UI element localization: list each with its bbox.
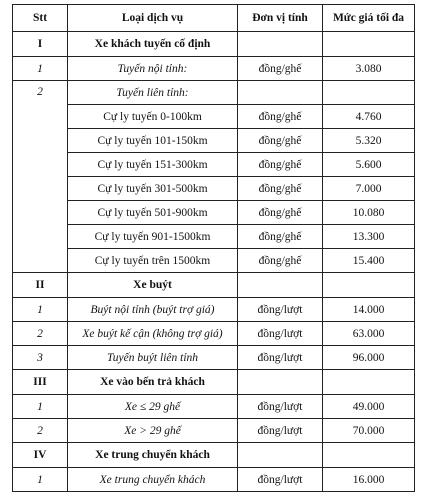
row-price: 96.000 — [323, 346, 415, 370]
table-row — [13, 322, 415, 346]
table-row — [13, 225, 415, 249]
table-row — [13, 105, 415, 129]
row-stt: 2 — [13, 322, 68, 346]
row-price: 5.600 — [323, 153, 415, 177]
row-price: 5.320 — [323, 129, 415, 153]
row-unit: đồng/lượt — [238, 322, 323, 346]
table-row — [13, 177, 415, 201]
section-price — [323, 32, 415, 57]
row-unit: đồng/lượt — [238, 346, 323, 370]
section-row — [13, 370, 415, 395]
row-unit: đồng/lượt — [238, 419, 323, 443]
table-row — [13, 468, 415, 492]
section-price — [323, 273, 415, 298]
row-unit: đồng/ghế — [238, 249, 323, 273]
row-price: 16.000 — [323, 468, 415, 492]
row-price: 3.080 — [323, 57, 415, 81]
section-unit — [238, 32, 323, 57]
table-row — [13, 201, 415, 225]
row-service: Buýt nội tỉnh (buýt trợ giá) — [68, 298, 238, 322]
section-unit — [238, 370, 323, 395]
row-unit: đồng/ghế — [238, 177, 323, 201]
row-price: 70.000 — [323, 419, 415, 443]
section-unit — [238, 443, 323, 468]
row-stt: 2 — [13, 419, 68, 443]
row-service: Cự ly tuyến 501-900km — [68, 201, 238, 225]
row-price: 13.300 — [323, 225, 415, 249]
row-service: Cự ly tuyến 901-1500km — [68, 225, 238, 249]
row-service: Cự ly tuyến 101-150km — [68, 129, 238, 153]
section-stt: II — [13, 273, 68, 298]
header-service: Loại dịch vụ — [68, 5, 238, 32]
price-table — [12, 4, 415, 492]
table-row — [13, 298, 415, 322]
table-row — [13, 395, 415, 419]
section-title: Xe buýt — [68, 273, 238, 298]
row-unit: đồng/lượt — [238, 468, 323, 492]
table-row — [13, 153, 415, 177]
row-service: Cự ly tuyến 0-100km — [68, 105, 238, 129]
row-stt: 1 — [13, 395, 68, 419]
row-unit: đồng/ghế — [238, 105, 323, 129]
header-price: Mức giá tối đa — [323, 5, 415, 32]
row-unit: đồng/ghế — [238, 201, 323, 225]
row-service: Xe buýt kế cận (không trợ giá) — [68, 322, 238, 346]
section-stt: I — [13, 32, 68, 57]
row-service: Tuyến buýt liên tỉnh — [68, 346, 238, 370]
section-title: Xe trung chuyển khách — [68, 443, 238, 468]
section-unit — [238, 273, 323, 298]
row-unit: đồng/ghế — [238, 225, 323, 249]
section-title: Xe vào bến trả khách — [68, 370, 238, 395]
table-row — [13, 419, 415, 443]
section-stt: IV — [13, 443, 68, 468]
header-row — [13, 5, 415, 32]
section-price — [323, 443, 415, 468]
row-stt: 1 — [13, 57, 68, 81]
table-row — [13, 129, 415, 153]
row-price: 49.000 — [323, 395, 415, 419]
row-stt: 1 — [13, 468, 68, 492]
row-stt: 2 — [13, 81, 68, 273]
row-service: Cự ly tuyến trên 1500km — [68, 249, 238, 273]
row-service: Xe trung chuyển khách — [68, 468, 238, 492]
row-price: 4.760 — [323, 105, 415, 129]
section-row — [13, 443, 415, 468]
table-row — [13, 249, 415, 273]
row-service: Tuyến nội tỉnh: — [68, 57, 238, 81]
row-unit: đồng/lượt — [238, 298, 323, 322]
row-unit: đồng/ghế — [238, 153, 323, 177]
section-price — [323, 370, 415, 395]
row-service: Tuyến liên tỉnh: — [68, 81, 238, 105]
section-stt: III — [13, 370, 68, 395]
row-stt: 1 — [13, 298, 68, 322]
section-row — [13, 32, 415, 57]
section-row — [13, 273, 415, 298]
header-stt: Stt — [13, 5, 68, 32]
section-title: Xe khách tuyến cố định — [68, 32, 238, 57]
row-price: 10.080 — [323, 201, 415, 225]
header-unit: Đơn vị tính — [238, 5, 323, 32]
row-stt: 3 — [13, 346, 68, 370]
table-row — [13, 57, 415, 81]
row-price — [323, 81, 415, 105]
row-unit — [238, 81, 323, 105]
row-service: Xe ≤ 29 ghế — [68, 395, 238, 419]
row-unit: đồng/ghế — [238, 129, 323, 153]
table-row — [13, 346, 415, 370]
row-unit: đồng/ghế — [238, 57, 323, 81]
row-price: 15.400 — [323, 249, 415, 273]
row-price: 63.000 — [323, 322, 415, 346]
row-service: Xe > 29 ghế — [68, 419, 238, 443]
row-service: Cự ly tuyến 301-500km — [68, 177, 238, 201]
row-price: 7.000 — [323, 177, 415, 201]
table-row — [13, 81, 415, 105]
row-price: 14.000 — [323, 298, 415, 322]
row-service: Cự ly tuyến 151-300km — [68, 153, 238, 177]
row-unit: đồng/lượt — [238, 395, 323, 419]
